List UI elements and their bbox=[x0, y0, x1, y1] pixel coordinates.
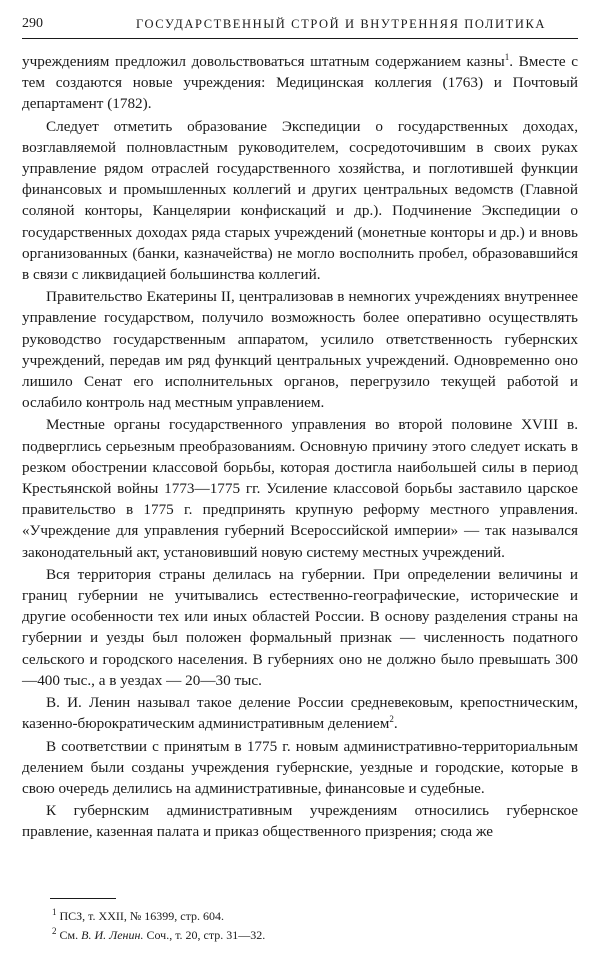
footnote-author: В. И. Ленин. bbox=[81, 928, 144, 942]
footnote-mark: 2 bbox=[52, 926, 57, 936]
paragraph: Местные органы государственного управления во второй половине XVIII в. подверглись серьезным преобразованиям. Основную причину этого следует искать в резком обострении классовой борьбы, которая достигла наибольшей силы в период Крестьянской войны 1773—1775 гг. Усиление классовой борьбы заставило царское правительство в 1775 г. предпринять крупную реформу местного управления. «Учреждение для управления губерний Всероссийской империи» — так назывался законодательный акт, установивший новую систему местных учреждений. bbox=[22, 416, 578, 561]
page-number: 290 bbox=[22, 16, 43, 31]
footnote-mark: 1 bbox=[52, 907, 57, 917]
paragraph: учреждениям предложил довольствоваться штатным содержанием казны$^1$. Вместе с тем создаются новые учреждения: Медицинская коллегия (1763) и Почтовый департамент (1782). bbox=[22, 51, 578, 113]
footnote-ref[interactable]: 2 bbox=[389, 714, 394, 725]
footnote-ref[interactable]: 1 bbox=[504, 51, 510, 62]
paragraph: В. И. Ленин называл такое деление России средневековым, крепостническим, казенно-бюрократическим административным делением$^2$. bbox=[22, 694, 578, 733]
paragraph: Вся территория страны делилась на губернии. При определении величины и границ губернии не учитывались естественно-географические, исторические и другие особенности тех или иных областей России. В основу разделения страны на губернии и уезды был положен формальный признак — численность податного сельского и городского населения. В губерниях оно не должно было превышать 300—400 тыс., а в уездах — 20—30 тыс. bbox=[22, 565, 578, 689]
running-head bbox=[22, 14, 578, 39]
running-head-title: ГОСУДАРСТВЕННЫЙ СТРОЙ И ВНУТРЕННЯЯ ПОЛИТИКА bbox=[135, 17, 547, 31]
paragraph: К губернским административным учреждениям относились губернское правление, казенная палата и приказ общественного призрения; сюда же bbox=[22, 802, 578, 841]
paragraph: Правительство Екатерины II, централизовав в немногих учреждениях внутреннее управление государством, получило возможность более оперативно осуществлять руководство государственным аппаратом, усилило ответственность губернских учреждений, передав им ряд функций центральных учреждений. Одновременно оно лишило Сенат его исполнительных органов, перегрузило текущей работой и ослабило контроль над местным управлением. bbox=[22, 288, 578, 412]
book-page bbox=[22, 14, 578, 964]
footnotes bbox=[22, 898, 578, 945]
footnote: $^2$ См. В. И. Ленин. Соч., т. 20, стр. 31—32. bbox=[52, 926, 266, 942]
footnote: $^1$ ПСЗ, т. XXII, № 16399, стр. 604. bbox=[52, 907, 225, 923]
paragraph: Следует отметить образование Экспедиции о государственных доходах, возглавляемой полновластным руководителем, сосредоточившим в своих руках управление рядом отраслей государственного хозяйства, и поглотившей функции финансовых и промышленных коллегий и других центральных ведомств (Главной соляной конторы, Канцелярии конфискаций и др.). Подчинение Экспедиции о государственных доходах ряда старых учреждений (монетные конторы и др.) и вновь организованных (банки, казначейства) не могло восполнить пробел, образовавшийся в связи с ликвидацией большинства коллегий. bbox=[22, 117, 578, 284]
body-text bbox=[22, 51, 578, 843]
footnote-divider bbox=[50, 898, 116, 899]
paragraph: В соответствии с принятым в 1775 г. новым административно-территориальным делением были созданы учреждения губернские, уездные и городские, которые в свою очередь делились на административные, финансовые и судебные. bbox=[22, 737, 578, 797]
